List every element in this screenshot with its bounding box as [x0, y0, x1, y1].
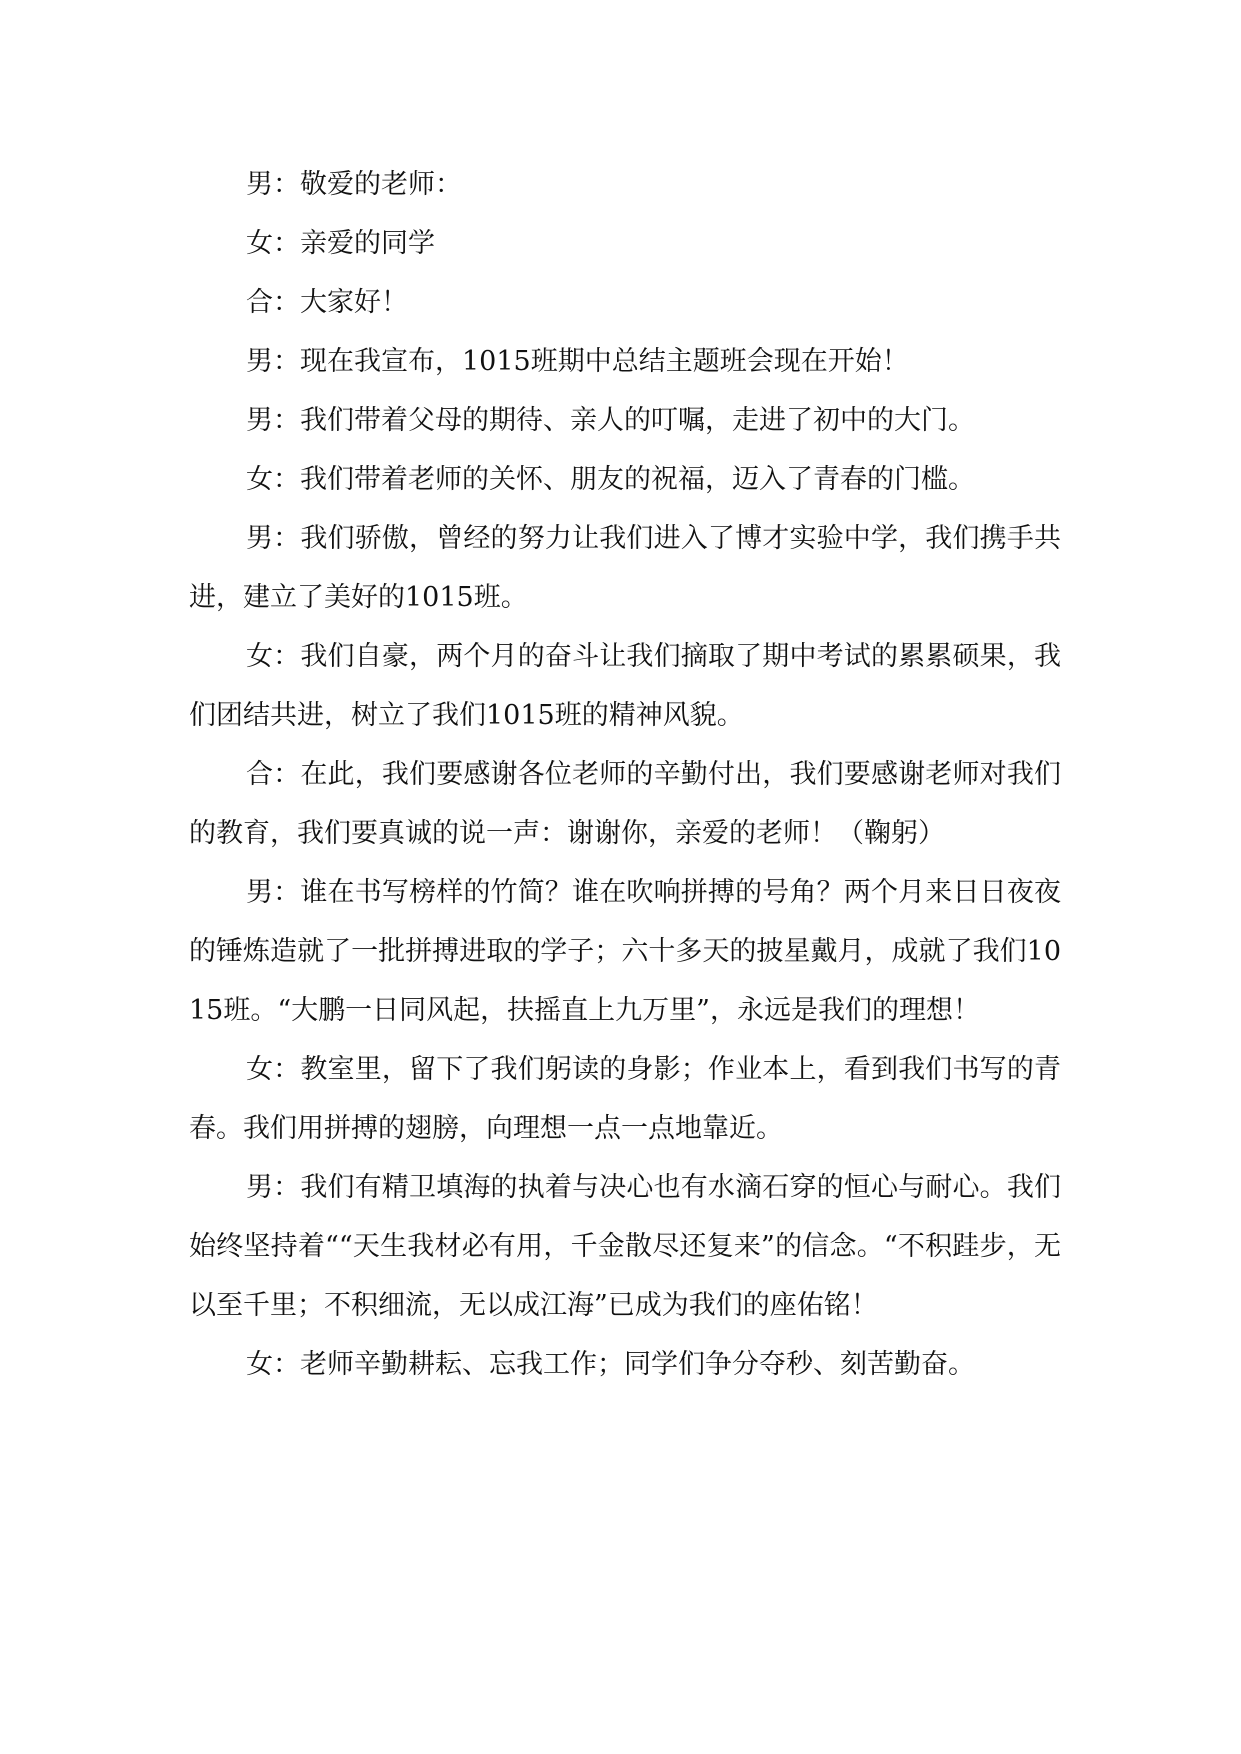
paragraph-male-parents: 男：我们带着父母的期待、亲人的叮嘱，走进了初中的大门。: [246, 405, 975, 436]
paragraph-male-greeting: 男：敬爱的老师：: [246, 169, 462, 200]
paragraph-male-perseverance: 男：我们有精卫填海的执着与决心也有水滴石穿的恒心与耐心。我们始终坚持着““天生我材必有用，千金散尽还复来”的信念。“不积跬步，无以至千里；不积细流，无以成江海”已成为我们的座佑铭！: [189, 1172, 1061, 1321]
paragraph-female-diligence: 女：老师辛勤耕耘、忘我工作；同学们争分夺秒、刻苦勤奋。: [246, 1349, 975, 1380]
paragraph-male-proud: 男：我们骄傲，曾经的努力让我们进入了博才实验中学，我们携手共进，建立了美好的1015班。: [189, 523, 1061, 613]
paragraph-together-thanks: 合：在此，我们要感谢各位老师的辛勤付出，我们要感谢老师对我们的教育，我们要真诚的说一声：谢谢你，亲爱的老师！（鞠躬）: [189, 759, 1061, 849]
paragraph-male-ideal: 男：谁在书写榜样的竹简？谁在吹响拼搏的号角？两个月来日日夜夜的锤炼造就了一批拼搏进取的学子；六十多天的披星戴月，成就了我们1015班。“大鹏一日同风起，扶摇直上九万里”，永远是我们的理想！: [189, 877, 1061, 1026]
paragraph-female-greeting: 女：亲爱的同学: [246, 228, 435, 259]
paragraph-female-teachers: 女：我们带着老师的关怀、朋友的祝福，迈入了青春的门槛。: [246, 464, 975, 495]
document-body: [189, 155, 1061, 1394]
paragraph-female-proud: 女：我们自豪，两个月的奋斗让我们摘取了期中考试的累累硕果，我们团结共进，树立了我们1015班的精神风貌。: [189, 641, 1061, 731]
paragraph-female-classroom: 女：教室里，留下了我们躬读的身影；作业本上，看到我们书写的青春。我们用拼搏的翅膀，向理想一点一点地靠近。: [189, 1054, 1061, 1144]
paragraph-opening-announcement: 男：现在我宣布，1015班期中总结主题班会现在开始！: [246, 346, 909, 377]
paragraph-together-greeting: 合：大家好！: [246, 287, 408, 318]
